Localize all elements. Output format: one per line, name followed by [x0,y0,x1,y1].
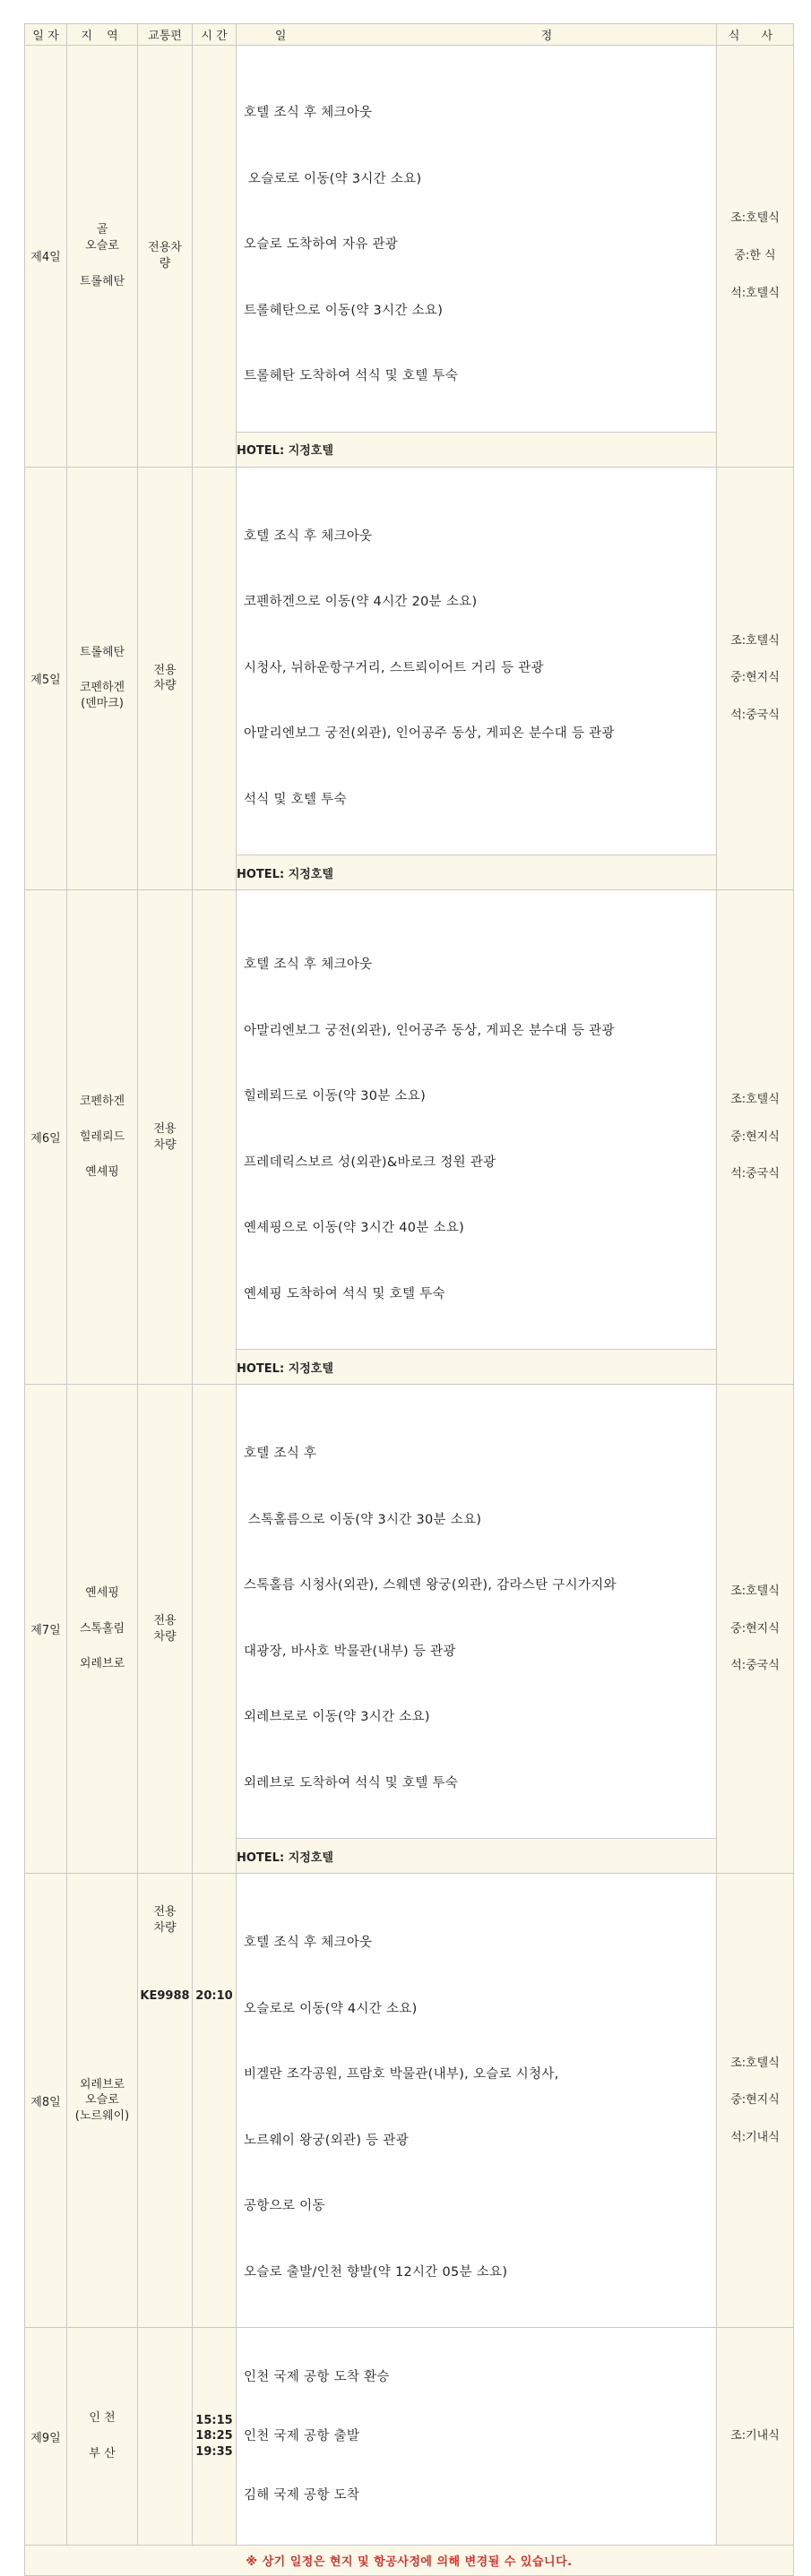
header-transport: 교통편 [138,24,193,46]
region-name: 코펜하겐 [79,681,125,695]
time-value: 19:35 [195,2444,233,2459]
region-name: 트롤헤탄 [79,274,125,288]
day-row-9 [25,2328,794,2546]
transport-cell [138,1385,193,1874]
region-name: 힐레뢰드 [79,1129,125,1144]
schedule-line: 오슬로 도착하여 자유 관광 [244,237,399,252]
transport-text: 차량 [153,679,177,693]
meal-item: 석:중국식 [730,1659,780,1673]
transport-text: 차량 [153,1138,177,1152]
schedule-line: 인천 국제 공항 출발 [244,2429,360,2443]
header-day: 일 자 [25,24,67,46]
region-cell [67,467,138,890]
time-cell [193,1385,237,1874]
schedule-line: 스톡홀름으로 이동(약 3시간 30분 소요) [244,1512,482,1527]
region-cell [67,1874,138,2328]
schedule-cell [237,890,717,1350]
transport-text: 전용 [153,1905,177,1919]
schedule-line: 힐레뢰드로 이동(약 30분 소요) [244,1089,427,1103]
meal-item: 조:기내식 [730,2429,780,2443]
meal-item: 조:호텔식 [730,1584,780,1599]
schedule-line: 프레데릭스보르 성(외관)&바로크 정원 관광 [244,1155,496,1170]
day-row-6 [25,890,794,1350]
footnote: ※ 상기 일정은 현지 및 항공사정에 의해 변경될 수 있습니다. [25,2546,794,2576]
meals-cell [717,1385,794,1874]
schedule-line: 노르웨이 왕궁(외관) 등 관광 [244,2133,410,2148]
header-meals: 식 사 [717,24,794,46]
schedule-line: 옌셰핑 도착하여 석식 및 호텔 투숙 [244,1286,445,1301]
region-name: (노르웨이) [74,2108,130,2123]
transport-text: 전용 [153,663,177,677]
schedule-line: 공항으로 이동 [244,2199,325,2213]
meal-item: 중:현지식 [730,2093,780,2108]
region-name: 인 천 [89,2411,116,2426]
time-value: 15:15 [195,2413,233,2427]
schedule-cell [237,467,717,855]
meal-item: 조:호텔식 [730,1093,780,1107]
time-cell [193,2328,237,2546]
time-value: 18:25 [195,2429,233,2443]
region-cell [67,890,138,1385]
transport-text: 차량 [153,1920,177,1935]
transport-text: 차량 [153,1629,177,1644]
schedule-line: 오슬로로 이동(약 3시간 소요) [244,171,422,186]
transport-text: 전용 [153,1613,177,1627]
schedule-line: 외레브로 도착하여 석식 및 호텔 투숙 [244,1775,459,1790]
schedule-line: 대광장, 바사호 박물관(내부) 등 관광 [244,1644,456,1659]
meals-cell [717,467,794,890]
day-label: 제7일 [25,1385,67,1874]
schedule-line: 아말리엔보그 궁전(외관), 인어공주 동상, 게피온 분수대 등 관광 [244,1023,615,1038]
schedule-cell [237,2328,717,2546]
region-cell [67,46,138,468]
time-cell [193,46,237,468]
region-name: 스톡홀림 [79,1621,125,1636]
hotel-info: HOTEL: 지정호텔 [237,1350,717,1385]
region-name: 옌세핑 [85,1586,119,1601]
time-cell [193,1874,237,2328]
meal-item: 중:한 식 [734,248,776,262]
schedule-line: 김해 국제 공항 도착 [244,2488,360,2503]
schedule-line: 스톡홀름 시청사(외관), 스웨덴 왕궁(외관), 감라스탄 구시가지와 [244,1578,617,1593]
schedule-line: 외레브로로 이동(약 3시간 소요) [244,1710,430,1724]
schedule-line: 호텔 조식 후 체크아웃 [244,106,373,120]
day-label: 제8일 [25,1874,67,2328]
hotel-info: HOTEL: 지정호텔 [237,1839,717,1874]
meal-item: 조:호텔식 [730,2056,780,2070]
transport-cell [138,1874,193,2328]
transport-text: 량 [159,256,171,270]
meals-cell [717,1874,794,2328]
meal-item: 중:현지식 [730,671,780,685]
region-name: 옌셰핑 [85,1165,119,1180]
day-row-7 [25,1385,794,1839]
meal-item: 조:호텔식 [730,633,780,648]
transport-cell [138,890,193,1385]
region-name: 외레브로 [79,2077,125,2091]
day-label: 제5일 [25,467,67,890]
region-name: 부 산 [89,2447,116,2460]
day-row-5 [25,467,794,855]
day-label: 제9일 [25,2328,67,2546]
header-time: 시 간 [193,24,237,46]
transport-cell [138,2328,193,2546]
schedule-line: 코펜하겐으로 이동(약 4시간 20분 소요) [244,595,478,609]
meals-cell [717,46,794,468]
region-name: 오슬로 [85,238,119,253]
region-name: 오슬로 [85,2093,119,2108]
schedule-line: 호텔 조식 후 체크아웃 [244,528,373,544]
day-row-8 [25,1874,794,2328]
header-row [25,24,794,46]
transport-cell [138,46,193,468]
hotel-info: HOTEL: 지정호텔 [237,855,717,890]
schedule-line: 시청사, 뉘하운항구거리, 스트뢰이어트 거리 등 관광 [244,660,544,675]
schedule-line: 트롤헤탄으로 이동(약 3시간 소요) [244,303,444,318]
schedule-cell [237,1385,717,1839]
schedule-cell [237,46,717,433]
schedule-line: 석식 및 호텔 투숙 [244,792,347,807]
meal-item: 석:호텔식 [730,286,780,300]
time-cell [193,890,237,1385]
region-name: (덴마크) [81,697,124,711]
schedule-line: 아말리엔보그 궁전(외관), 인어공주 동상, 게피온 분수대 등 관광 [244,726,615,741]
schedule-line: 오슬로로 이동(약 4시간 소요) [244,2001,418,2016]
header-schedule: 일 정 [237,24,717,46]
footnote-row [25,2546,794,2576]
header-region: 지 역 [67,24,138,46]
schedule-line: 인천 국제 공항 도착 환승 [244,2370,390,2384]
region-name: 코펜하겐 [79,1095,125,1109]
day-row-4 [25,46,794,433]
region-name: 외레브로 [79,1657,125,1671]
region-name: 트롤헤탄 [79,645,125,659]
itinerary-table [24,23,794,2576]
region-name: 골 [96,223,108,237]
hotel-info: HOTEL: 지정호텔 [237,432,717,467]
meals-cell [717,2328,794,2546]
time-value: 20:10 [195,1989,233,2003]
meal-item: 중:현지식 [730,1621,780,1636]
transport-text: 전용차 [148,241,182,255]
day-label: 제4일 [25,46,67,468]
schedule-cell [237,1874,717,2328]
transport-cell [138,467,193,890]
meal-item: 석:중국식 [730,1167,780,1181]
transport-text: 전용 [153,1121,177,1136]
region-cell [67,1385,138,1874]
meal-item: 조:호텔식 [730,211,780,226]
meal-item: 석:중국식 [730,708,780,723]
schedule-line: 옌셰핑으로 이동(약 3시간 40분 소요) [244,1221,465,1235]
meal-item: 석:기내식 [730,2130,780,2144]
meals-cell [717,890,794,1385]
schedule-line: 호텔 조식 후 [244,1447,317,1461]
region-cell [67,2328,138,2546]
schedule-line: 비겔란 조각공원, 프람호 박물관(내부), 오슬로 시청사, [244,2067,559,2082]
day-label: 제6일 [25,890,67,1385]
schedule-line: 오슬로 출발/인천 향발(약 12시간 05분 소요) [244,2264,508,2280]
meal-item: 중:현지식 [730,1129,780,1144]
flight-number: KE9988 [140,1989,190,2003]
schedule-line: 호텔 조식 후 체크아웃 [244,1936,373,1950]
schedule-line: 호텔 조식 후 체크아웃 [244,957,373,972]
schedule-line: 트롤헤탄 도착하여 석식 및 호텔 투숙 [244,369,459,383]
time-cell [193,467,237,890]
